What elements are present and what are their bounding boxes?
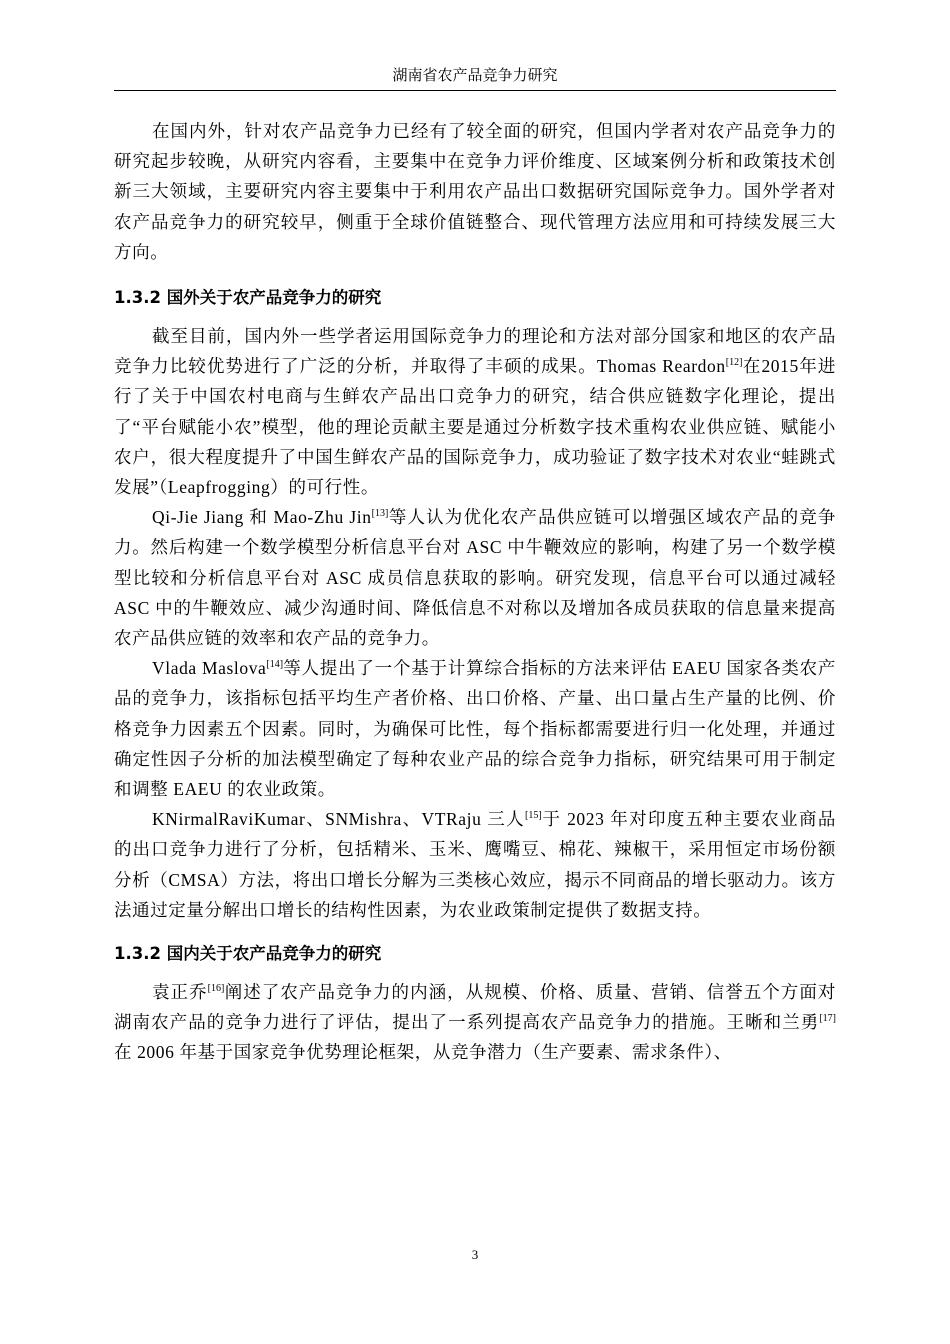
paragraph-intro bbox=[114, 116, 836, 267]
paragraph-thomas-reardon bbox=[114, 321, 836, 502]
paragraph-jiang-jin bbox=[114, 502, 836, 653]
section-heading-foreign-research: 1.3.2 国外关于农产品竞争力的研究 bbox=[114, 288, 382, 308]
paragraph-ravikumar bbox=[114, 804, 836, 925]
citation-ref: [13] bbox=[371, 508, 389, 520]
page-number: 3 bbox=[471, 1247, 479, 1262]
paragraph-text: 于 2023 年对印度五种主要农业商品的出口竞争力进行了分析，包括精米、玉米、鹰嘴豆、棉花、辣椒干，采用恒定市场份额分析（CMSA）方法，将出口增长分解为三类核心效应，揭示不同商品的增长驱动力。该方法通过定量分解出口增长的结构性因素，为农业政策制定提供了数据支持。 bbox=[114, 809, 836, 920]
paragraph-text: Vlada Maslova bbox=[152, 658, 267, 679]
paragraph-text: 截至目前，国内外一些学者运用国际竞争力的理论和方法对部分国家和地区的农产品竞争力比较优势进行了广泛的分析，并取得了丰硕的成果。Thomas Reardon bbox=[114, 326, 836, 377]
paragraph-text: 在2015年进行了关于中国农村电商与生鲜农产品出口竞争力的研究，结合供应链数字化理论，提出了“平台赋能小农”模型，他的理论贡献主要是通过分析数字技术重构农业供应链、赋能小农户，很大程度提升了中国生鲜农产品的国际竞争力，成功验证了数字技术对农业“蛙跳式发展”（Leapfrogging）的可行性。 bbox=[114, 356, 836, 498]
paragraph-text: KNirmalRaviKumar、SNMishra、VTRaju 三人 bbox=[152, 809, 525, 830]
citation-ref: [12] bbox=[725, 357, 743, 369]
section-heading-domestic-research: 1.3.2 国内关于农产品竞争力的研究 bbox=[114, 944, 382, 964]
citation-ref: [15] bbox=[525, 810, 542, 822]
paragraph-text: 等人提出了一个基于计算综合指标的方法来评估 EAEU 国家各类农产品的竞争力，该指标包括平均生产者价格、出口价格、产量、出口量占生产量的比例、价格竞争力因素五个因素。同时，为确保可比性，每个指标都需要进行归一化处理，并通过确定性因子分析的加法模型确定了每种农业产品的综合竞争力指标，研究结果可用于制定和调整 EAEU 的农业政策。 bbox=[114, 658, 837, 800]
paragraph-text: 等人认为优化农产品供应链可以增强区域农产品的竞争力。然后构建一个数学模型分析信息平台对 ASC 中牛鞭效应的影响，构建了另一个数学模型比较和分析信息平台对 ASC 成员信息获取的影响。研究发现，信息平台可以通过减轻 ASC 中的牛鞭效应、减少沟通时间、降低信息不对称以及增加各成员获取的信息量来提高农产品供应链的效率和农产品的竞争力。 bbox=[114, 507, 836, 649]
paragraph-text: 袁正乔 bbox=[152, 982, 208, 1003]
paragraph-yuan-zhengqiao bbox=[114, 977, 836, 1068]
page-body bbox=[114, 116, 836, 1068]
paragraph-text: 阐述了农产品竞争力的内涵，从规模、价格、质量、营销、信誉五个方面对湖南农产品的竞争力进行了评估，提出了一系列提高农产品竞争力的措施。王晰和兰勇 bbox=[114, 982, 836, 1033]
paragraph-text: 在国内外，针对农产品竞争力已经有了较全面的研究，但国内学者对农产品竞争力的研究起步较晚，从研究内容看，主要集中在竞争力评价维度、区域案例分析和政策技术创新三大领域，主要研究内容主要集中于利用农产品出口数据研究国际竞争力。国外学者对农产品竞争力的研究较早，侧重于全球价值链整合、现代管理方法应用和可持续发展三大方向。 bbox=[114, 121, 836, 262]
citation-ref: [17] bbox=[819, 1013, 836, 1025]
citation-ref: [14] bbox=[266, 659, 284, 671]
running-header: 湖南省农产品竞争力研究 bbox=[114, 64, 836, 91]
paragraph-maslova bbox=[114, 653, 836, 804]
paragraph-text: Qi-Jie Jiang 和 Mao-Zhu Jin bbox=[152, 507, 372, 528]
paragraph-text: 在 2006 年基于国家竞争优势理论框架，从竞争潜力（生产要素、需求条件）、 bbox=[114, 1042, 732, 1063]
citation-ref: [16] bbox=[207, 983, 225, 995]
